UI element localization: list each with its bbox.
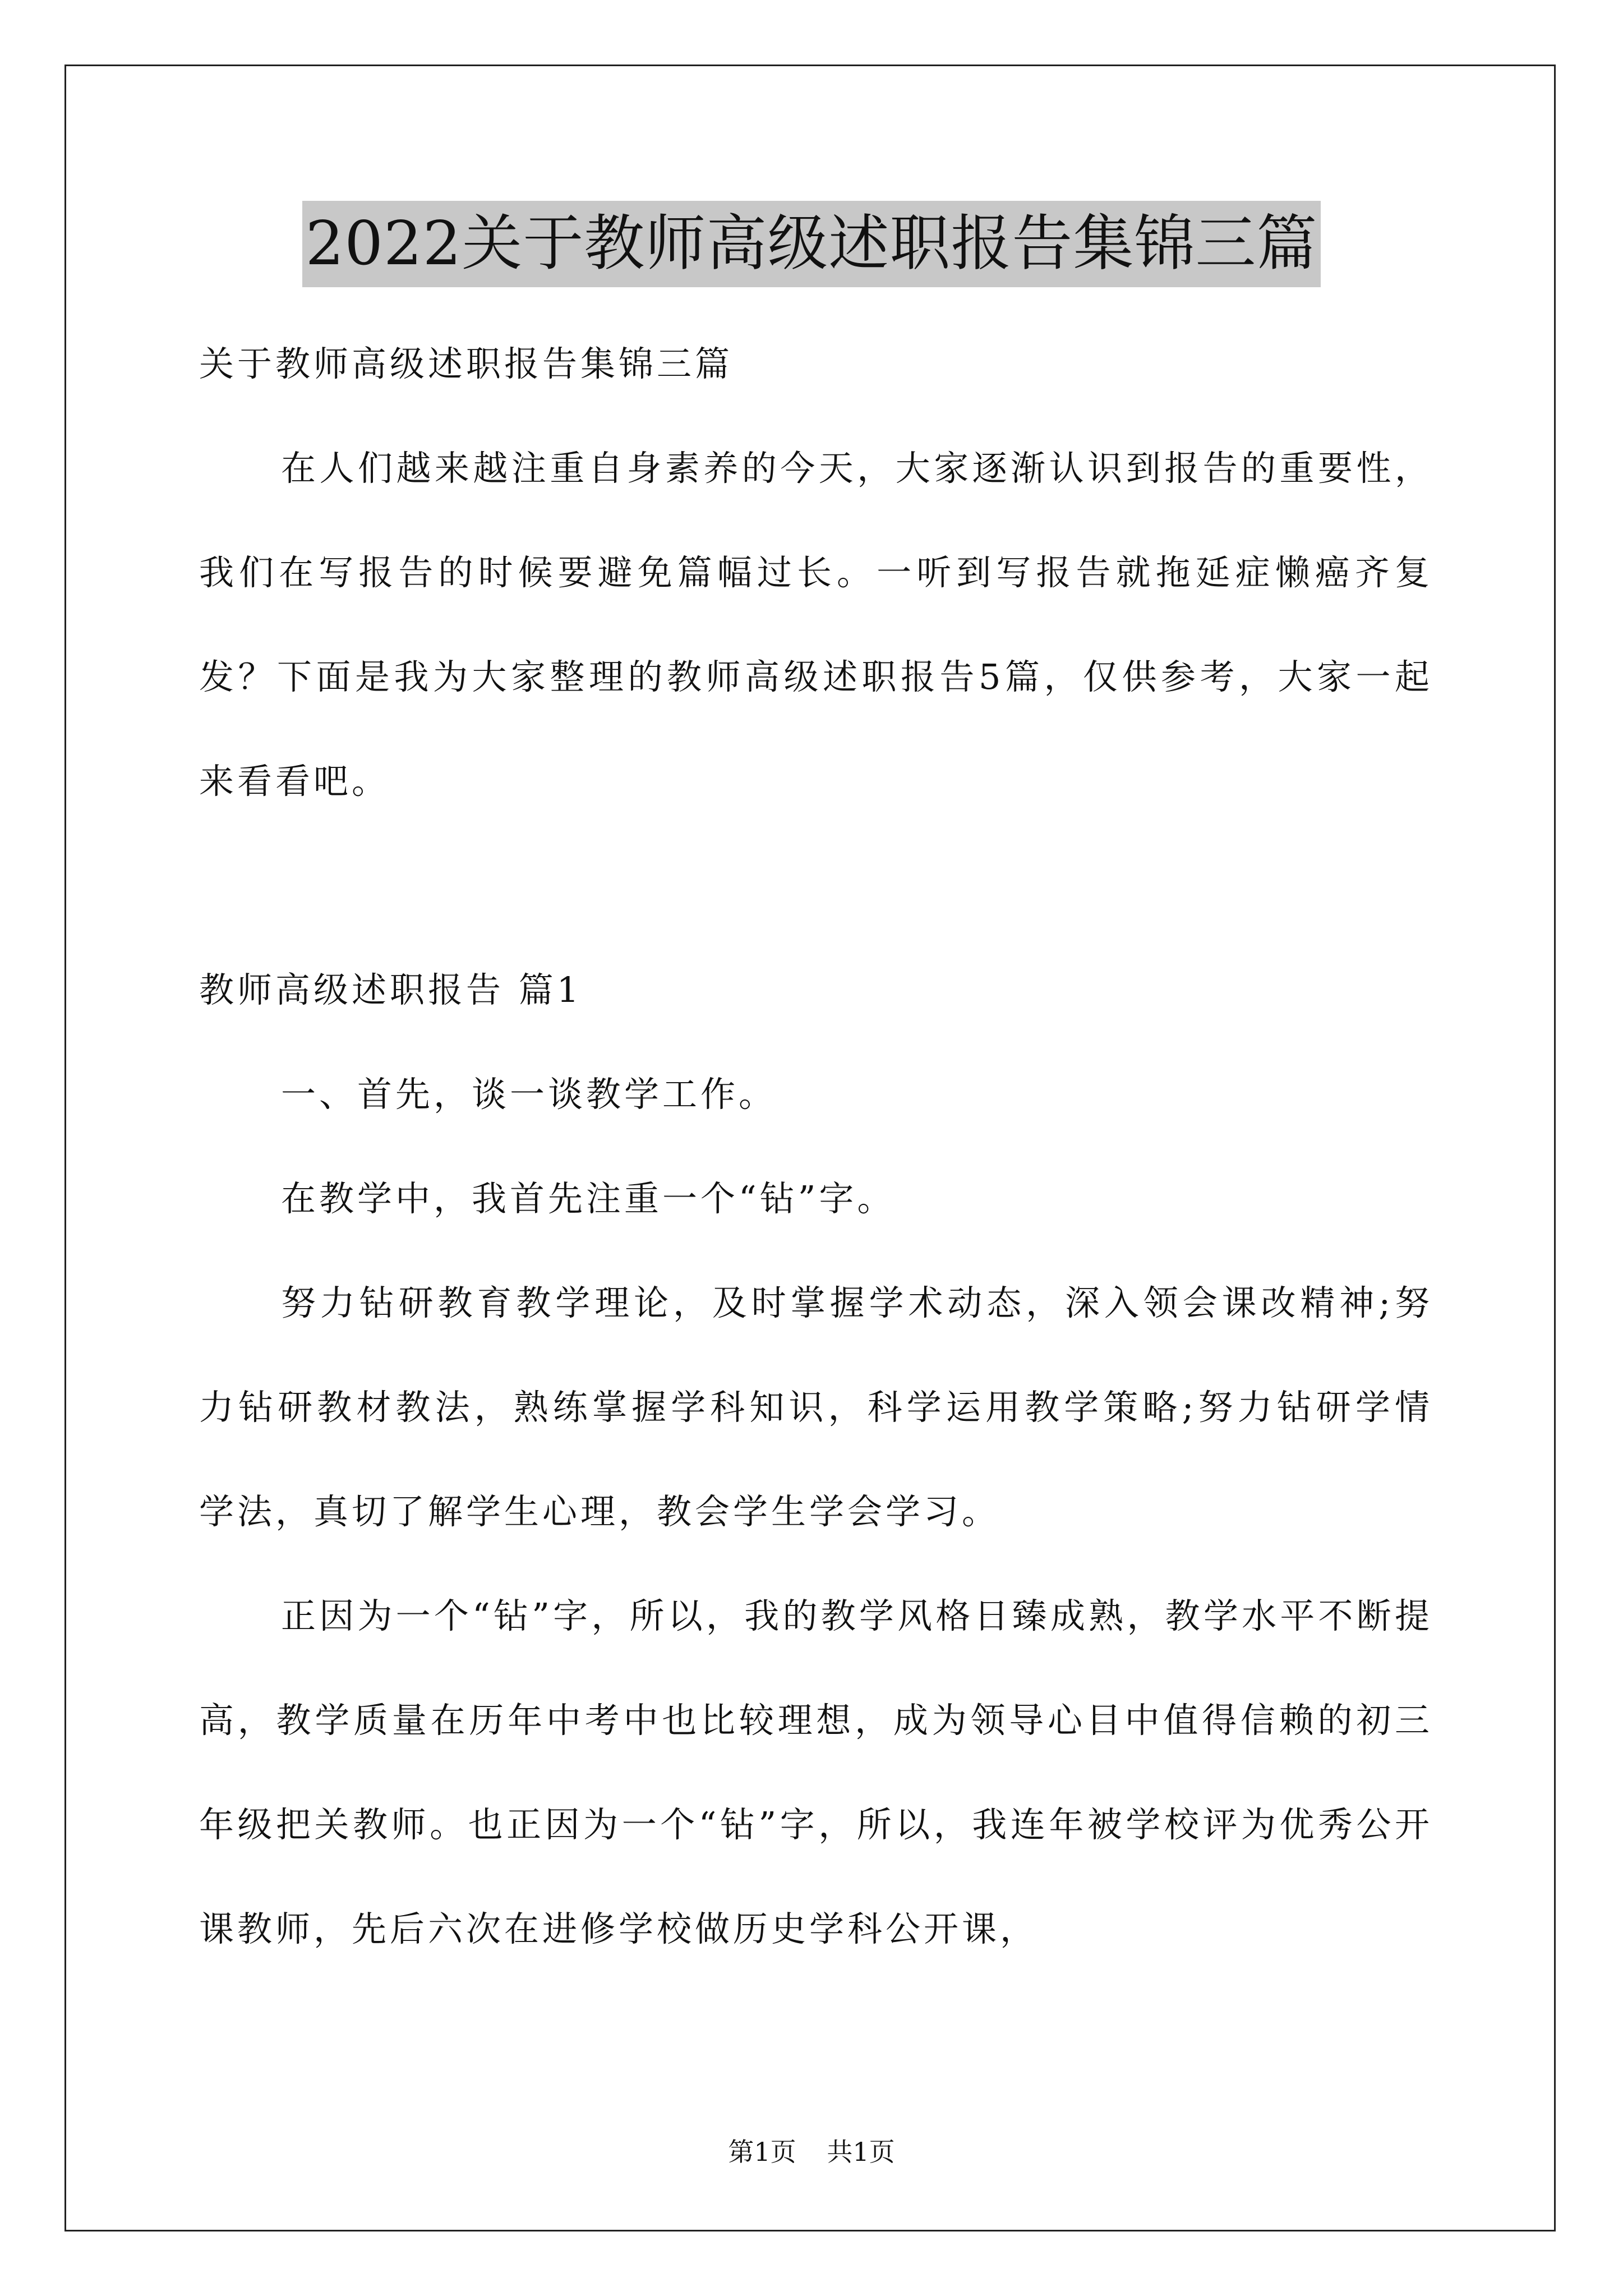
body-paragraph: 努力钻研教育教学理论，及时掌握学术动态，深入领会课改精神;努力钻研教材教法，熟练掌握学科知识，科学运用教学策略;努力钻研学情学法，真切了解学生心理，教会学生学会学习。 — [199, 1282, 1433, 1532]
section-heading: 教师高级述职报告 篇1 — [199, 969, 583, 1010]
page-footer — [0, 2132, 1623, 2169]
body-paragraph: 一、首先，谈一谈教学工作。 — [281, 1074, 777, 1115]
document-title: 2022关于教师高级述职报告集锦三篇 — [302, 201, 1321, 287]
page-total: 共1页 — [827, 2137, 895, 2167]
intro-paragraph: 在人们越来越注重自身素养的今天，大家逐渐认识到报告的重要性，我们在写报告的时候要避免篇幅过长。一听到写报告就拖延症懒癌齐复发？下面是我为大家整理的教师高级述职报告5篇，仅供参考，大家一起来看看吧。 — [199, 448, 1433, 802]
title-container — [0, 201, 1623, 287]
document-body — [199, 312, 1433, 1981]
page-number: 第1页 — [728, 2137, 796, 2167]
paragraph-gap — [199, 834, 1433, 938]
body-paragraph: 正因为一个“钻”字，所以，我的教学风格日臻成熟，教学水平不断提高，教学质量在历年中考中也比较理想，成为领导心目中值得信赖的初三年级把关教师。也正因为一个“钻”字，所以，我连年被学校评为优秀公开课教师，先后六次在进修学校做历史学科公开课， — [199, 1595, 1433, 1949]
body-paragraph: 在教学中，我首先注重一个“钻”字。 — [281, 1178, 896, 1219]
document-subtitle: 关于教师高级述职报告集锦三篇 — [199, 343, 734, 384]
